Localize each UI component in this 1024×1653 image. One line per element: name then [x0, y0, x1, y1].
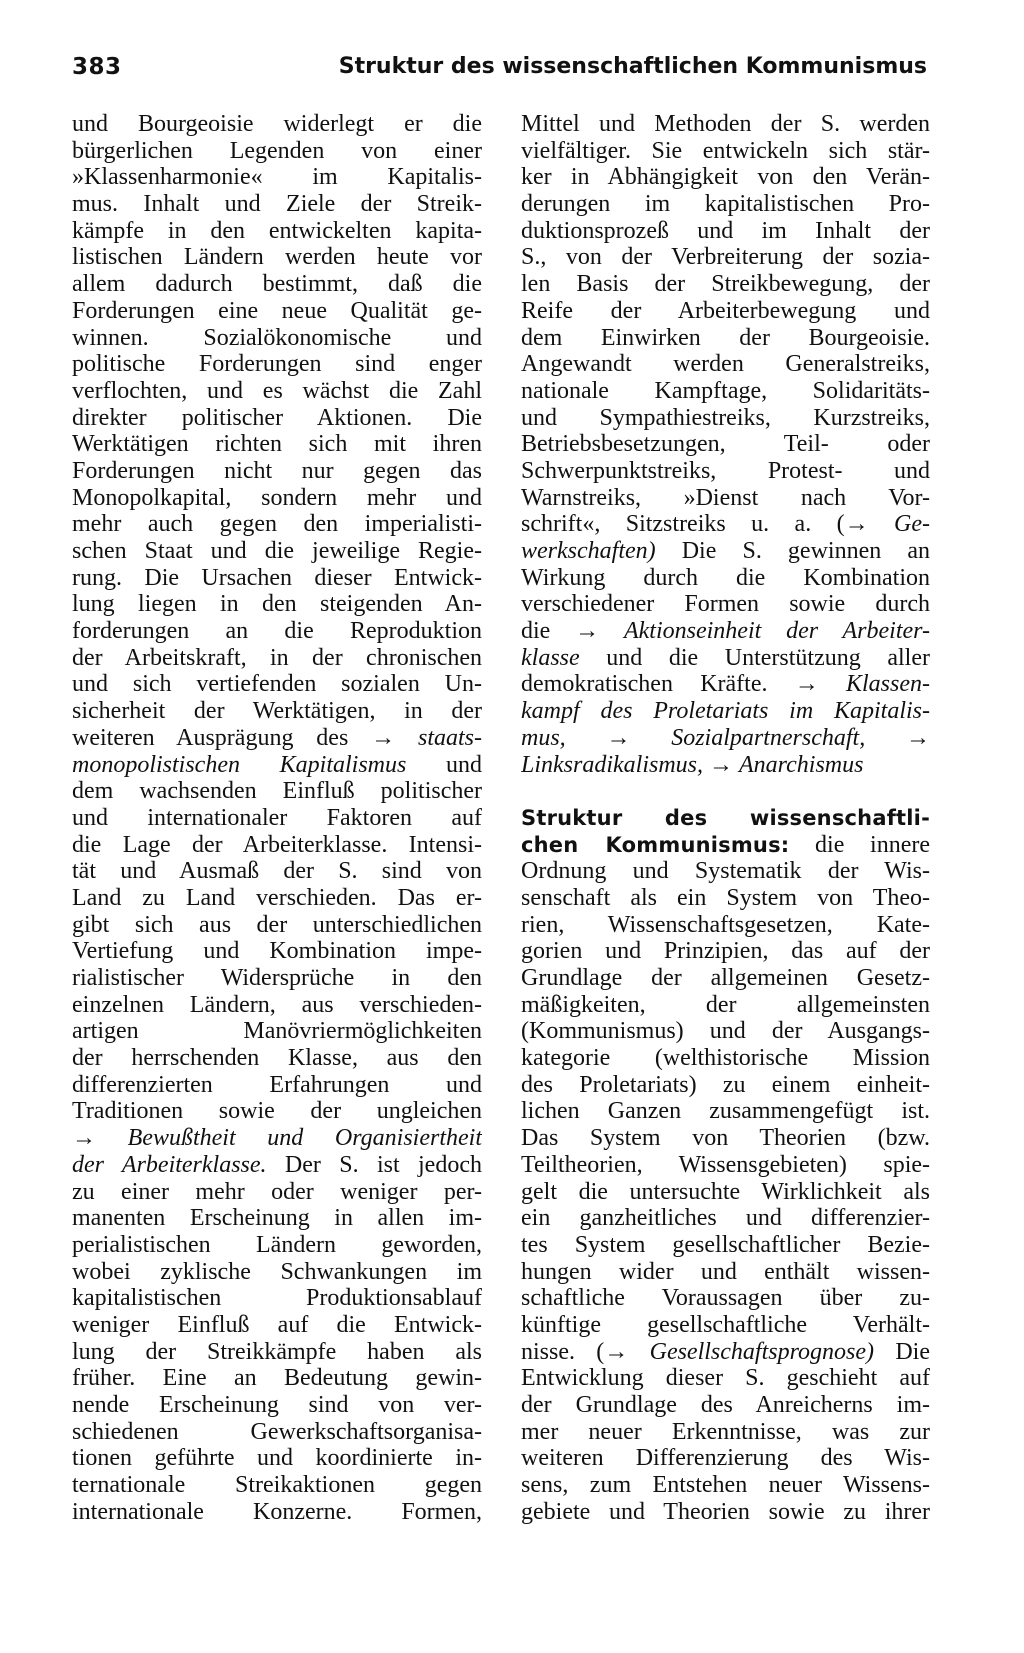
- text-run: früher. Eine an Bedeutung gewin-: [72, 1365, 482, 1392]
- text-line: [521, 1125, 930, 1152]
- text-run: einzelnen Ländern, aus verschieden-: [72, 991, 482, 1018]
- text-run: Warnstreiks, »Dienst nach Vor-: [521, 484, 930, 511]
- text-run: dem wachsenden Einfluß politischer: [72, 778, 482, 805]
- text-run: mer neuer Erkenntnisse, was zur: [521, 1418, 930, 1445]
- text-run: mus. Inhalt und Ziele der Streik-: [72, 191, 482, 218]
- text-run: Vertiefung und Kombination impe-: [72, 938, 482, 965]
- text-line: [521, 1179, 930, 1206]
- text-run: Betriebsbesetzungen, Teil- oder: [521, 431, 930, 458]
- cross-reference: staats-: [417, 724, 482, 751]
- text-line: [72, 1098, 482, 1125]
- text-run: Der S. ist jedoch: [266, 1151, 482, 1178]
- text-run: und die Unterstützung aller: [579, 644, 930, 671]
- text-line: [72, 1499, 482, 1526]
- text-run: und Bourgeoisie widerlegt er die: [72, 111, 482, 137]
- text-run: winnen. Sozialökonomische und: [72, 324, 482, 351]
- text-run: Werktätigen richten sich mit ihren: [72, 431, 482, 458]
- text-run: len Basis der Streikbewegung, der: [521, 271, 930, 298]
- text-run: rung. Die Ursachen dieser Entwick-: [72, 564, 482, 591]
- entry-headword: Struktur des wissenschaftli-: [521, 805, 930, 830]
- text-line: [72, 618, 482, 645]
- text-run: forderungen an die Reproduktion: [72, 618, 482, 645]
- text-run: Teiltheorien, Wissensgebieten) spie-: [521, 1151, 930, 1178]
- text-run: der Arbeitskraft, in der chronischen: [72, 644, 482, 671]
- text-run: und: [406, 751, 482, 778]
- text-line: [521, 1419, 930, 1446]
- text-line: [72, 1312, 482, 1339]
- cross-reference: Sozialpartnerschaft,: [671, 724, 866, 751]
- text-run: tes System gesellschaftlicher Bezie-: [521, 1231, 930, 1258]
- text-run: →: [72, 1125, 128, 1152]
- text-run: nationale Kampftage, Solidaritäts-: [521, 377, 930, 404]
- text-line: [521, 191, 930, 218]
- text-run: (Kommunismus) und der Ausgangs-: [521, 1018, 930, 1045]
- text-line: [521, 1392, 930, 1419]
- text-line: [521, 244, 930, 271]
- text-line: [72, 832, 482, 859]
- text-line: [72, 912, 482, 939]
- text-run: internationale Konzerne. Formen,: [72, 1498, 482, 1525]
- text-run: S., von der Verbreiterung der sozia-: [521, 244, 930, 271]
- text-line: [521, 1499, 930, 1526]
- cross-reference: klasse: [521, 644, 580, 671]
- cross-reference: mus,: [521, 724, 566, 751]
- text-run: schrift«, Sitzstreiks u. a. (→: [521, 511, 895, 538]
- text-run: duktionsprozeß und im Inhalt der: [521, 217, 930, 244]
- text-run: gebiete und Theorien sowie zu ihrer: [521, 1498, 930, 1525]
- text-line: [521, 1018, 930, 1045]
- text-line: [521, 1259, 930, 1286]
- text-line: [521, 1098, 930, 1125]
- text-run: lung der Streikkämpfe haben als: [72, 1338, 482, 1365]
- text-line: [72, 778, 482, 805]
- cross-reference: Aktionseinheit der Arbeiter-: [623, 618, 930, 645]
- text-line: [72, 164, 482, 191]
- text-line: [521, 752, 930, 779]
- text-line: [72, 591, 482, 618]
- text-run: der herrschenden Klasse, aus den: [72, 1045, 482, 1072]
- text-line: [72, 244, 482, 271]
- cross-reference: monopolistischen Kapitalismus: [72, 751, 407, 778]
- text-line: [72, 325, 482, 352]
- text-line: [72, 965, 482, 992]
- text-run: →: [865, 724, 930, 751]
- text-line: [72, 858, 482, 885]
- text-line: [521, 832, 930, 859]
- text-line: [72, 992, 482, 1019]
- text-run: lichen Ganzen zusammengefügt ist.: [521, 1098, 930, 1125]
- text-line: [72, 1392, 482, 1419]
- text-line: [72, 645, 482, 672]
- text-line: [72, 885, 482, 912]
- text-line: [521, 938, 930, 965]
- text-line: [72, 511, 482, 538]
- text-line: [521, 111, 930, 138]
- text-line: [521, 858, 930, 885]
- text-run: die Lage der Arbeiterklasse. Intensi-: [72, 831, 482, 858]
- text-line: [521, 1285, 930, 1312]
- text-line: [521, 992, 930, 1019]
- text-run: Forderungen nicht nur gegen das: [72, 457, 482, 484]
- text-run: Mittel und Methoden der S. werden: [521, 111, 930, 137]
- text-line: [72, 671, 482, 698]
- text-line: [521, 805, 930, 832]
- text-run: weniger Einfluß auf die Entwick-: [72, 1311, 482, 1338]
- text-line: [521, 698, 930, 725]
- text-line: [521, 1045, 930, 1072]
- text-line: [521, 1312, 930, 1339]
- text-run: ein ganzheitliches und differenzier-: [521, 1205, 930, 1232]
- text-line: [521, 565, 930, 592]
- text-run: kategorie (welthistorische Mission: [521, 1045, 930, 1072]
- text-line: [521, 218, 930, 245]
- text-line: [521, 591, 930, 618]
- text-line: [521, 138, 930, 165]
- cross-reference: Gesellschaftsprognose): [649, 1338, 875, 1365]
- text-run: schaftliche Voraussagen über zu-: [521, 1285, 930, 1312]
- text-line: [72, 698, 482, 725]
- text-line: [521, 1152, 930, 1179]
- text-run: Entwicklung dieser S. geschieht auf: [521, 1365, 930, 1392]
- text-run: vielfältiger. Sie entwickeln sich stär-: [521, 137, 930, 164]
- text-line: [72, 378, 482, 405]
- text-run: gelt die untersuchte Wirklichkeit als: [521, 1178, 930, 1205]
- right-text-column: [521, 111, 930, 1525]
- text-run: sicherheit der Werktätigen, in der: [72, 698, 482, 725]
- text-line: [521, 1445, 930, 1472]
- text-run: Grundlage der allgemeinen Gesetz-: [521, 965, 930, 991]
- text-run: →: [703, 751, 740, 778]
- text-line: [72, 805, 482, 832]
- text-run: verschiedener Formen sowie durch: [521, 591, 930, 618]
- text-line: [72, 1339, 482, 1366]
- text-line: [72, 191, 482, 218]
- text-line: [72, 1259, 482, 1286]
- text-run: perialistischen Ländern geworden,: [72, 1231, 482, 1258]
- text-line: [521, 538, 930, 565]
- text-run: und internationaler Faktoren auf: [72, 804, 482, 831]
- text-run: gorien und Prinzipien, das auf der: [521, 938, 930, 965]
- cross-reference: der Arbeiterklasse.: [72, 1151, 267, 1178]
- text-line: [521, 1339, 930, 1366]
- text-line: [72, 1125, 482, 1152]
- text-run: kämpfe in den entwickelten kapita-: [72, 217, 482, 244]
- text-line: [521, 458, 930, 485]
- text-run: Die: [874, 1338, 930, 1365]
- text-run: Ordnung und Systematik der Wis-: [521, 858, 930, 885]
- text-run: demokratischen Kräfte. →: [521, 671, 846, 698]
- text-run: Land zu Land verschieden. Das er-: [72, 884, 482, 911]
- text-run: nende Erscheinung sind von ver-: [72, 1392, 482, 1418]
- text-run: direkter politischer Aktionen. Die: [72, 404, 482, 431]
- text-run: und Sympathiestreiks, Kurzstreiks,: [521, 404, 930, 431]
- text-line: [72, 565, 482, 592]
- text-run: Das System von Theorien (bzw.: [521, 1125, 930, 1152]
- text-run: Traditionen sowie der ungleichen: [72, 1098, 482, 1125]
- text-line: [72, 1205, 482, 1232]
- text-line: [72, 1285, 482, 1312]
- text-run: Angewandt werden Generalstreiks,: [521, 351, 930, 378]
- text-line: [521, 1365, 930, 1392]
- text-line: [72, 1232, 482, 1259]
- text-run: Forderungen eine neue Qualität ge-: [72, 297, 482, 324]
- text-run: allem dadurch bestimmt, daß die: [72, 271, 482, 298]
- page-number: 383: [72, 54, 122, 80]
- text-run: die innere: [789, 831, 930, 858]
- text-line: [72, 271, 482, 298]
- text-line: [72, 752, 482, 779]
- text-line: [521, 1472, 930, 1499]
- entry-headword: chen Kommunismus:: [521, 832, 790, 857]
- text-line: [72, 431, 482, 458]
- text-line: [72, 1152, 482, 1179]
- text-line: [521, 1232, 930, 1259]
- text-run: künftige gesellschaftliche Verhält-: [521, 1311, 930, 1338]
- text-run: weiteren Ausprägung des →: [72, 724, 418, 751]
- text-line: [521, 1072, 930, 1099]
- text-line: [521, 885, 930, 912]
- cross-reference: kampf des Proletariats im Kapitalis-: [521, 698, 930, 725]
- text-run: politische Forderungen sind enger: [72, 351, 482, 378]
- text-run: »Klassenharmonie« im Kapitalis-: [72, 164, 482, 191]
- text-run: kapitalistischen Produktionsablauf: [72, 1285, 482, 1312]
- text-line: [521, 725, 930, 752]
- text-line: [72, 1179, 482, 1206]
- text-run: zu einer mehr oder weniger per-: [72, 1178, 482, 1205]
- text-run: Schwerpunktstreiks, Protest- und: [521, 457, 930, 484]
- text-run: schiedenen Gewerkschaftsorganisa-: [72, 1418, 482, 1445]
- text-line: [72, 1365, 482, 1392]
- text-run: differenzierten Erfahrungen und: [72, 1071, 482, 1098]
- text-run: →: [565, 724, 672, 751]
- text-run: die →: [521, 618, 624, 645]
- text-run: manenten Erscheinung in allen im-: [72, 1205, 482, 1232]
- text-run: gibt sich aus der unterschiedlichen: [72, 911, 482, 938]
- text-line: [72, 138, 482, 165]
- text-line: [72, 485, 482, 512]
- cross-reference: Ge-: [894, 511, 930, 538]
- text-run: mäßigkeiten, der allgemeinsten: [521, 991, 930, 1018]
- text-run: tät und Ausmaß der S. sind von: [72, 858, 482, 885]
- text-line: [521, 405, 930, 432]
- text-line: [521, 298, 930, 325]
- text-run: verflochten, und es wächst die Zahl: [72, 377, 482, 404]
- text-line: [72, 111, 482, 138]
- text-line: [72, 725, 482, 752]
- text-line: [72, 1445, 482, 1472]
- text-run: derungen im kapitalistischen Pro-: [521, 191, 930, 218]
- text-run: listischen Ländern werden heute vor: [72, 244, 482, 271]
- text-run: senschaft als ein System von Theo-: [521, 884, 930, 911]
- text-line: [521, 431, 930, 458]
- text-run: der Grundlage des Anreicherns im-: [521, 1392, 930, 1418]
- text-run: hungen wider und enthält wissen-: [521, 1258, 930, 1285]
- text-run: wobei zyklische Schwankungen im: [72, 1258, 482, 1285]
- text-line: [72, 1018, 482, 1045]
- text-run: Monopolkapital, sondern mehr und: [72, 484, 482, 511]
- text-run: ker in Abhängigkeit von den Verän-: [521, 164, 930, 191]
- text-line: [72, 1472, 482, 1499]
- text-run: lung liegen in den steigenden An-: [72, 591, 482, 618]
- cross-reference: werkschaften): [521, 538, 656, 564]
- text-line: [521, 271, 930, 298]
- cross-reference: Anarchismus: [739, 751, 864, 778]
- text-run: Reife der Arbeiterbewegung und: [521, 297, 930, 324]
- text-line: [521, 325, 930, 352]
- text-run: artigen Manövriermöglichkeiten: [72, 1018, 482, 1045]
- text-line: [72, 1419, 482, 1446]
- text-line: [521, 618, 930, 645]
- text-run: weiteren Differenzierung des Wis-: [521, 1445, 930, 1472]
- text-run: nisse. (→: [521, 1338, 650, 1365]
- text-line: [72, 1072, 482, 1099]
- text-line: [72, 458, 482, 485]
- text-run: und sich vertiefenden sozialen Un-: [72, 671, 482, 698]
- text-line: [72, 218, 482, 245]
- cross-reference: Linksradikalismus,: [521, 751, 704, 778]
- text-line: [72, 938, 482, 965]
- text-run: schen Staat und die jeweilige Regie-: [72, 538, 482, 564]
- text-run: des Proletariats) zu einem einheit-: [521, 1071, 930, 1098]
- text-run: tionen geführte und koordinierte in-: [72, 1445, 482, 1472]
- paragraph-gap: [521, 778, 930, 805]
- text-run: Wirkung durch die Kombination: [521, 564, 930, 591]
- text-run: Die S. gewinnen an: [655, 538, 930, 564]
- text-line: [72, 405, 482, 432]
- text-line: [521, 378, 930, 405]
- text-run: rialistischer Widersprüche in den: [72, 965, 482, 991]
- text-line: [521, 965, 930, 992]
- text-line: [521, 645, 930, 672]
- text-run: ternationale Streikaktionen gegen: [72, 1472, 482, 1499]
- text-line: [72, 1045, 482, 1072]
- text-line: [521, 164, 930, 191]
- text-line: [521, 485, 930, 512]
- running-head: Struktur des wissenschaftlichen Kommunismus: [338, 54, 927, 79]
- text-line: [521, 511, 930, 538]
- cross-reference: Klassen-: [846, 671, 930, 698]
- text-line: [521, 912, 930, 939]
- text-line: [72, 298, 482, 325]
- text-line: [72, 351, 482, 378]
- text-line: [521, 351, 930, 378]
- text-line: [521, 671, 930, 698]
- text-run: mehr auch gegen den imperialisti-: [72, 511, 482, 538]
- text-run: bürgerlichen Legenden von einer: [72, 137, 482, 164]
- text-line: [72, 538, 482, 565]
- text-run: sens, zum Entstehen neuer Wissens-: [521, 1472, 930, 1499]
- page-header: [72, 54, 927, 90]
- text-run: rien, Wissenschaftsgesetzen, Kate-: [521, 911, 930, 938]
- text-run: dem Einwirken der Bourgeoisie.: [521, 324, 930, 351]
- cross-reference: Bewußtheit und Organisiertheit: [127, 1125, 482, 1152]
- text-line: [521, 1205, 930, 1232]
- left-text-column: [72, 111, 482, 1525]
